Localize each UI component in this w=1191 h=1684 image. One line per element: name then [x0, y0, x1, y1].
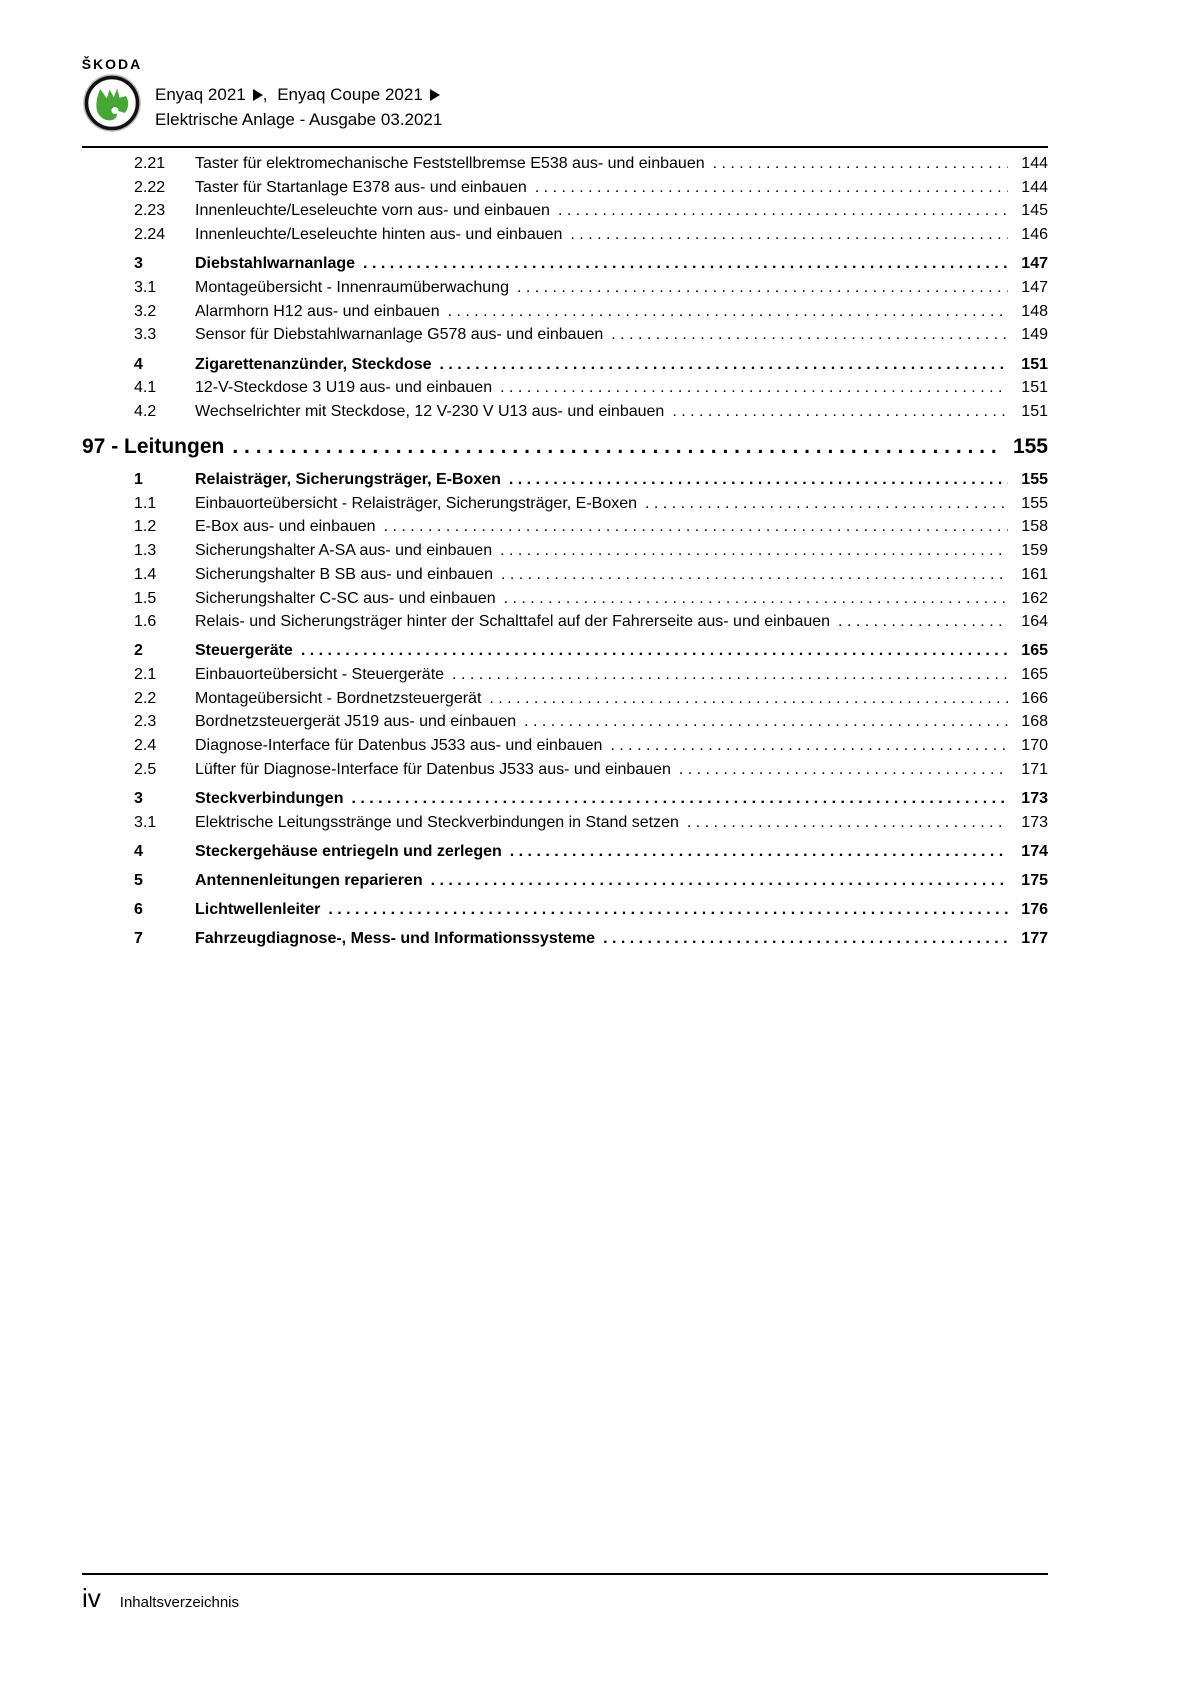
toc-entry-page: 149 — [1021, 326, 1048, 344]
toc-entry-title: Sicherungshalter C-SC aus- und einbauen — [195, 589, 496, 607]
dot-leader — [448, 303, 1009, 321]
dot-leader — [489, 690, 1008, 708]
toc-entry-number: 4 — [134, 842, 143, 860]
toc-entry-page: 162 — [1021, 589, 1048, 607]
dot-leader — [524, 713, 1008, 731]
toc-entry-page: 170 — [1021, 737, 1048, 755]
toc-entry-page: 151 — [1021, 379, 1048, 397]
toc-entry-page: 175 — [1021, 872, 1048, 890]
toc-entry-title: Steckergehäuse entriegeln und zerlegen — [195, 842, 502, 860]
toc-entry-number: 2.21 — [134, 155, 166, 172]
dot-leader — [713, 155, 1009, 173]
toc-row — [82, 279, 1048, 303]
toc-row — [82, 155, 1048, 179]
dot-leader — [517, 279, 1008, 297]
toc-row — [82, 356, 1048, 380]
toc-entry-page: 158 — [1021, 518, 1048, 536]
toc-entry-title: Taster für elektromechanische Feststellbremse E538 aus- und einbauen — [195, 155, 705, 172]
toc-entry-title: Einbauorteübersicht - Steuergeräte — [195, 666, 445, 684]
dot-leader — [610, 737, 1008, 755]
dot-leader — [452, 666, 1008, 684]
toc-entry-title: Lichtwellenleiter — [195, 901, 321, 919]
toc-entry-page: 159 — [1021, 542, 1048, 560]
table-of-contents — [82, 155, 1048, 954]
toc-row — [82, 495, 1048, 519]
toc-entry-title: Wechselrichter mit Steckdose, 12 V-230 V U13 aus- und einbauen — [195, 402, 665, 420]
header-divider — [82, 146, 1048, 148]
toc-entry-title: Sicherungshalter B SB aus- und einbauen — [195, 565, 493, 583]
toc-row — [82, 761, 1048, 785]
toc-entry-title: Diagnose-Interface für Datenbus J533 aus- und einbauen — [195, 737, 603, 755]
dot-leader — [535, 179, 1009, 197]
toc-entry-number: 2.23 — [134, 202, 166, 220]
toc-row — [82, 566, 1048, 590]
toc-entry-title: Sicherungshalter A-SA aus- und einbauen — [195, 542, 493, 560]
toc-entry-page: 144 — [1021, 178, 1048, 196]
toc-entry-page: 147 — [1021, 278, 1048, 296]
footer-divider — [82, 1573, 1048, 1575]
dot-leader — [679, 761, 1008, 779]
dot-leader — [510, 843, 1009, 861]
toc-entry-number: 4.2 — [134, 402, 157, 420]
toc-entry-page: 145 — [1021, 202, 1048, 220]
dot-leader — [384, 518, 1009, 536]
toc-part-row — [82, 435, 1048, 466]
toc-row — [82, 872, 1048, 896]
toc-entry-page: 151 — [1021, 402, 1048, 420]
dot-leader — [838, 613, 1008, 631]
dot-leader — [504, 590, 1009, 608]
toc-entry-page: 168 — [1021, 713, 1048, 731]
toc-row — [82, 713, 1048, 737]
toc-entry-page: 176 — [1021, 901, 1048, 919]
toc-entry-title: Innenleuchte/Leseleuchte vorn aus- und einbauen — [195, 202, 550, 220]
toc-entry-number: 3.3 — [134, 326, 157, 344]
toc-entry-page: 155 — [1021, 494, 1048, 512]
dot-leader — [570, 226, 1008, 244]
dot-leader — [431, 872, 1009, 890]
toc-entry-page: 165 — [1021, 642, 1048, 660]
toc-row — [82, 790, 1048, 814]
toc-entry-page: 148 — [1021, 302, 1048, 320]
dot-leader — [687, 814, 1008, 832]
toc-entry-number: 2.22 — [134, 178, 166, 196]
toc-row — [82, 326, 1048, 350]
right-arrow-icon — [253, 89, 263, 101]
toc-entry-title: Relais- und Sicherungsträger hinter der Schalttafel auf der Fahrerseite aus- und einbauen — [195, 613, 831, 631]
header-subtitle: Elektrische Anlage - Ausgabe 03.2021 — [155, 110, 443, 129]
header-model-line — [155, 82, 442, 107]
skoda-brand-text: ŠKODA — [81, 56, 143, 72]
toc-entry-number: 2.5 — [134, 760, 157, 778]
toc-entry-page: 151 — [1021, 355, 1048, 373]
dot-leader — [501, 566, 1008, 584]
toc-row — [82, 642, 1048, 666]
toc-entry-number: 3.2 — [134, 302, 157, 320]
dot-leader — [500, 379, 1008, 397]
dot-leader — [232, 435, 1000, 459]
toc-entry-number: 2.4 — [134, 737, 157, 755]
toc-entry-title: 12-V-Steckdose 3 U19 aus- und einbauen — [195, 379, 493, 397]
dot-leader — [351, 790, 1008, 808]
toc-entry-title: Einbauorteübersicht - Relaisträger, Sicherungsträger, E-Boxen — [195, 494, 638, 512]
toc-entry-number: 3 — [134, 255, 143, 273]
toc-entry-title: Innenleuchte/Leseleuchte hinten aus- und einbauen — [195, 226, 563, 244]
page-number: iv — [82, 1583, 101, 1613]
toc-row — [82, 814, 1048, 838]
toc-entry-number: 5 — [134, 872, 143, 890]
toc-entry-page: 174 — [1021, 842, 1048, 860]
toc-row — [82, 843, 1048, 867]
dot-leader — [672, 403, 1008, 421]
dot-leader — [611, 326, 1008, 344]
toc-entry-page: 144 — [1021, 155, 1048, 172]
toc-entry-title: Bordnetzsteuergerät J519 aus- und einbauen — [195, 713, 517, 731]
skoda-logo — [76, 56, 148, 132]
toc-entry-number: 7 — [134, 930, 143, 948]
toc-entry-number: 2.1 — [134, 666, 157, 684]
toc-entry-title: 97 - Leitungen — [82, 434, 225, 458]
toc-entry-page: 161 — [1021, 565, 1048, 583]
toc-entry-number: 1.3 — [134, 542, 157, 560]
toc-entry-number: 6 — [134, 901, 143, 919]
toc-row — [82, 255, 1048, 279]
dot-leader — [500, 542, 1008, 560]
header-model-1: Enyaq 2021 — [155, 85, 246, 104]
toc-entry-number: 2.3 — [134, 713, 157, 731]
toc-entry-page: 173 — [1021, 813, 1048, 831]
toc-row — [82, 202, 1048, 226]
toc-entry-title: Alarmhorn H12 aus- und einbauen — [195, 302, 440, 320]
skoda-winged-arrow-icon — [83, 74, 141, 132]
toc-entry-number: 1.6 — [134, 613, 157, 631]
toc-entry-page: 171 — [1021, 760, 1048, 778]
toc-entry-page: 147 — [1021, 255, 1048, 273]
toc-row — [82, 737, 1048, 761]
toc-entry-title: Montageübersicht - Innenraumüberwachung — [195, 278, 509, 296]
dot-leader — [558, 202, 1008, 220]
dot-leader — [328, 901, 1008, 919]
toc-row — [82, 303, 1048, 327]
toc-entry-number: 1 — [134, 471, 143, 489]
toc-entry-number: 1.1 — [134, 494, 157, 512]
toc-row — [82, 379, 1048, 403]
toc-row — [82, 226, 1048, 250]
header-model-2: Enyaq Coupe 2021 — [277, 85, 423, 104]
toc-entry-title: Antennenleitungen reparieren — [195, 872, 423, 890]
toc-entry-number: 3 — [134, 790, 143, 807]
toc-entry-page: 146 — [1021, 226, 1048, 244]
toc-entry-title: Steuergeräte — [195, 642, 293, 660]
toc-entry-number: 2.2 — [134, 689, 157, 707]
footer — [82, 1583, 239, 1614]
dot-leader — [509, 471, 1008, 489]
toc-row — [82, 613, 1048, 637]
toc-entry-page: 177 — [1021, 930, 1048, 948]
toc-entry-title: Montageübersicht - Bordnetzsteuergerät — [195, 689, 482, 707]
toc-entry-number: 2 — [134, 642, 143, 660]
dot-leader — [301, 642, 1008, 660]
toc-entry-number: 1.4 — [134, 565, 157, 583]
toc-row — [82, 403, 1048, 427]
toc-entry-title: Relaisträger, Sicherungsträger, E-Boxen — [195, 471, 501, 489]
toc-row — [82, 690, 1048, 714]
right-arrow-icon — [430, 89, 440, 101]
toc-entry-title: Taster für Startanlage E378 aus- und einbauen — [195, 178, 527, 196]
toc-entry-title: E-Box aus- und einbauen — [195, 518, 376, 536]
dot-leader — [440, 356, 1009, 374]
toc-row — [82, 930, 1048, 954]
toc-entry-number: 4.1 — [134, 379, 157, 397]
toc-entry-number: 3.1 — [134, 813, 157, 831]
toc-entry-title: Sensor für Diebstahlwarnanlage G578 aus- und einbauen — [195, 326, 604, 344]
header-titles — [155, 82, 442, 132]
toc-entry-title: Steckverbindungen — [195, 790, 344, 807]
toc-entry-number: 1.2 — [134, 518, 157, 536]
toc-row — [82, 542, 1048, 566]
toc-row — [82, 471, 1048, 495]
dot-leader — [603, 930, 1008, 948]
toc-row — [82, 901, 1048, 925]
toc-entry-page: 165 — [1021, 666, 1048, 684]
toc-entry-page: 155 — [1021, 471, 1048, 489]
dot-leader — [645, 495, 1008, 513]
toc-entry-title: Diebstahlwarnanlage — [195, 255, 356, 273]
toc-entry-title: Lüfter für Diagnose-Interface für Datenbus J533 aus- und einbauen — [195, 760, 671, 778]
toc-entry-title: Zigarettenanzünder, Steckdose — [195, 355, 432, 373]
toc-entry-number: 3.1 — [134, 278, 157, 296]
toc-entry-title: Elektrische Leitungsstränge und Steckverbindungen in Stand setzen — [195, 813, 679, 831]
dot-leader — [363, 255, 1008, 273]
toc-row — [82, 518, 1048, 542]
toc-entry-number: 2.24 — [134, 226, 166, 244]
toc-row — [82, 179, 1048, 203]
toc-entry-number: 4 — [134, 355, 143, 373]
toc-entry-page: 173 — [1021, 790, 1048, 807]
toc-entry-title: Fahrzeugdiagnose-, Mess- und Informationssysteme — [195, 930, 596, 948]
toc-entry-number: 1.5 — [134, 589, 157, 607]
toc-row — [82, 666, 1048, 690]
toc-row — [82, 590, 1048, 614]
footer-section-label: Inhaltsverzeichnis — [119, 1594, 240, 1611]
toc-entry-page: 155 — [1012, 434, 1048, 458]
header-separator: , — [262, 85, 268, 104]
toc-entry-page: 166 — [1021, 689, 1048, 707]
toc-entry-page: 164 — [1021, 613, 1048, 631]
